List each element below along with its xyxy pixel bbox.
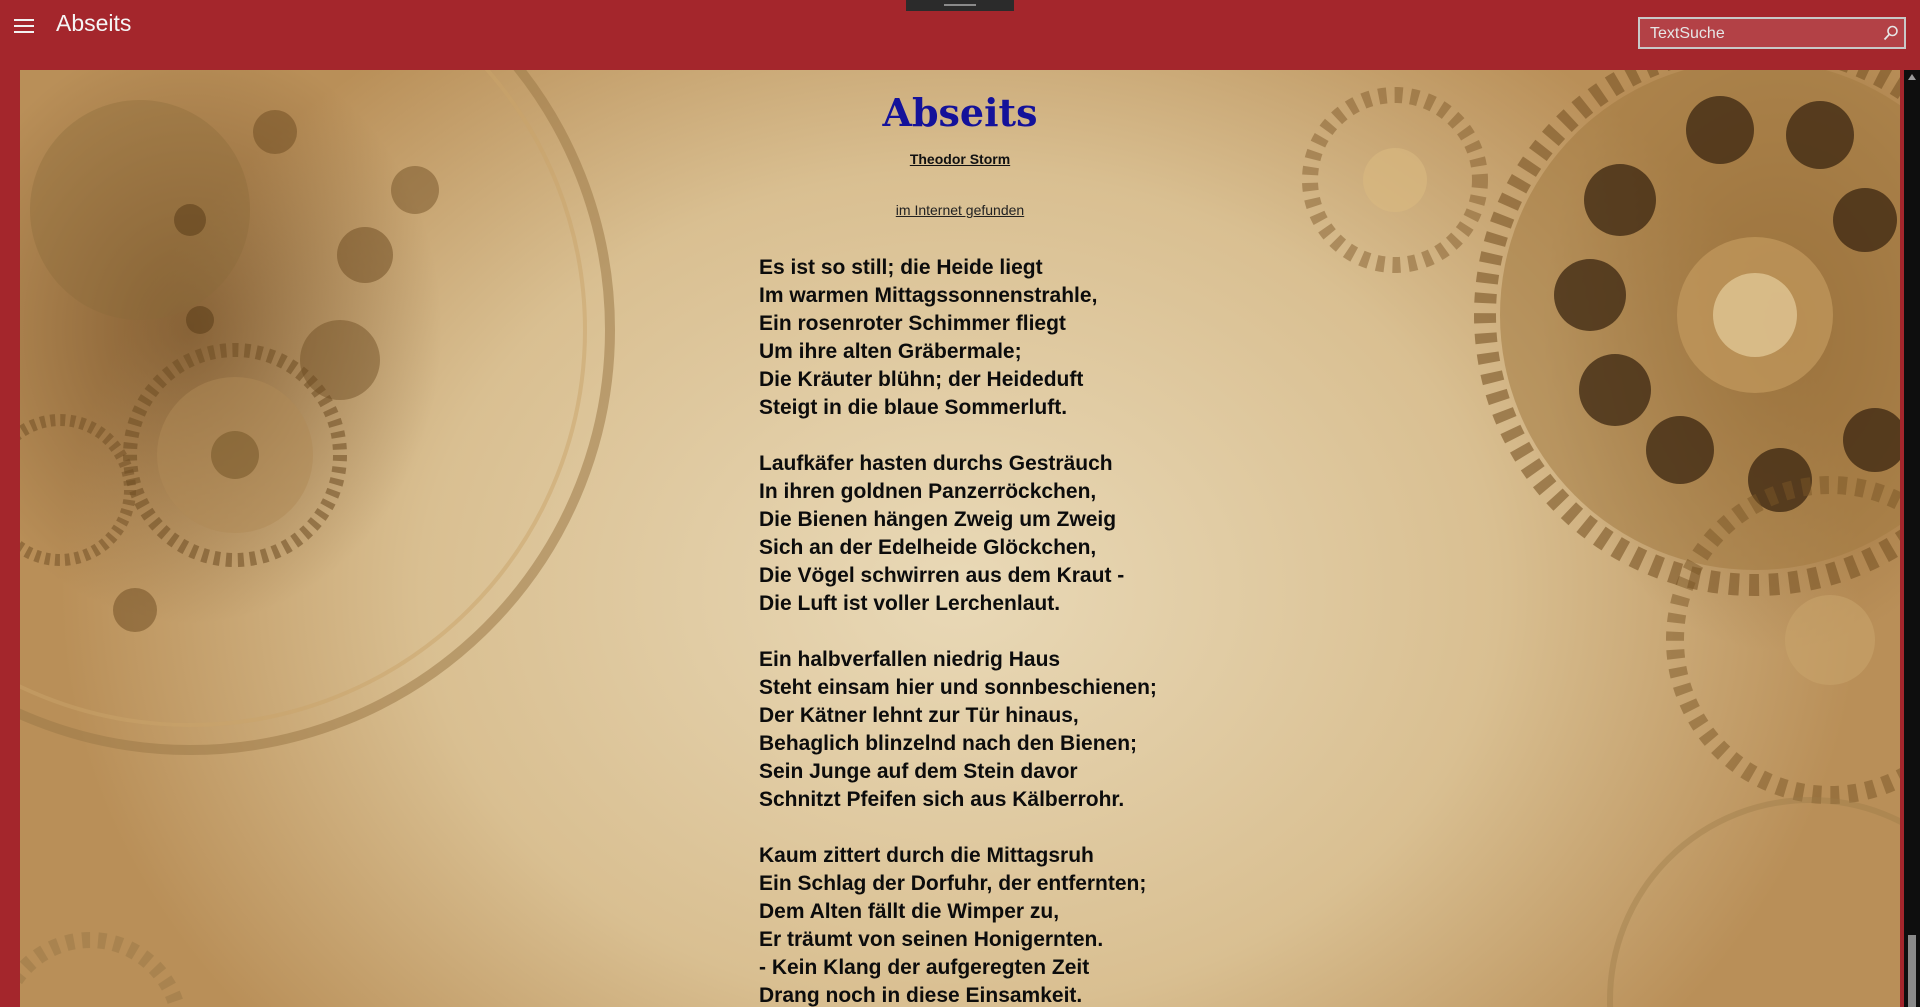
stanza [759, 646, 1157, 814]
poem-text [759, 254, 1157, 1007]
poem-line: Ein rosenroter Schimmer fliegt [759, 312, 1066, 335]
window-drag-handle[interactable] [906, 0, 1014, 11]
poem-line: Sich an der Edelheide Glöckchen, [759, 536, 1097, 559]
scrollbar-thumb[interactable] [1908, 935, 1916, 1007]
hamburger-menu-icon[interactable] [12, 16, 36, 36]
poem-line: In ihren goldnen Panzerröckchen, [759, 480, 1097, 503]
stanza [759, 450, 1157, 618]
poem-line: Sein Junge auf dem Stein davor [759, 760, 1078, 783]
poem-line: Um ihre alten Gräbermale; [759, 340, 1022, 363]
search-box[interactable] [1638, 17, 1906, 49]
title-bar [0, 0, 1920, 70]
app-title: Abseits [56, 10, 132, 36]
source-link[interactable]: im Internet gefunden [895, 202, 1025, 218]
vertical-scrollbar[interactable] [1904, 70, 1920, 1007]
poem-line: Der Kätner lehnt zur Tür hinaus, [759, 704, 1079, 727]
stanza [759, 842, 1157, 1007]
scroll-up-arrow-icon[interactable] [1908, 74, 1916, 80]
poem-line: Drang noch in diese Einsamkeit. [759, 984, 1083, 1007]
poem-line: Laufkäfer hasten durchs Gesträuch [759, 452, 1113, 475]
poem-line: Dem Alten fällt die Wimper zu, [759, 900, 1060, 923]
poem-line: Die Kräuter blühn; der Heideduft [759, 368, 1084, 391]
poem-line: Schnitzt Pfeifen sich aus Kälberrohr. [759, 788, 1125, 811]
poem-line: Kaum zittert durch die Mittagsruh [759, 844, 1094, 867]
poem-view [20, 70, 1900, 1007]
poem-line: Im warmen Mittagssonnenstrahle, [759, 284, 1098, 307]
poem-title: Abseits [882, 90, 1038, 135]
poem-line: Er träumt von seinen Honigernten. [759, 928, 1104, 951]
poem-line: Die Bienen hängen Zweig um Zweig [759, 508, 1117, 531]
poem-document [20, 70, 1900, 1007]
poem-line: Steht einsam hier und sonnbeschienen; [759, 676, 1157, 699]
stanza [759, 254, 1157, 422]
poem-line: Ein Schlag der Dorfuhr, der entfernten; [759, 872, 1147, 895]
poem-line: - Kein Klang der aufgeregten Zeit [759, 956, 1090, 979]
author-link[interactable]: Theodor Storm [909, 151, 1011, 167]
poem-line: Die Vögel schwirren aus dem Kraut - [759, 564, 1125, 587]
search-icon[interactable] [1882, 24, 1900, 42]
poem-line: Die Luft ist voller Lerchenlaut. [759, 592, 1061, 615]
poem-line: Es ist so still; die Heide liegt [759, 256, 1043, 279]
poem-line: Behaglich blinzelnd nach den Bienen; [759, 732, 1138, 755]
poem-line: Ein halbverfallen niedrig Haus [759, 648, 1061, 671]
poem-line: Steigt in die blaue Sommerluft. [759, 396, 1068, 419]
search-input[interactable] [1648, 22, 1872, 46]
